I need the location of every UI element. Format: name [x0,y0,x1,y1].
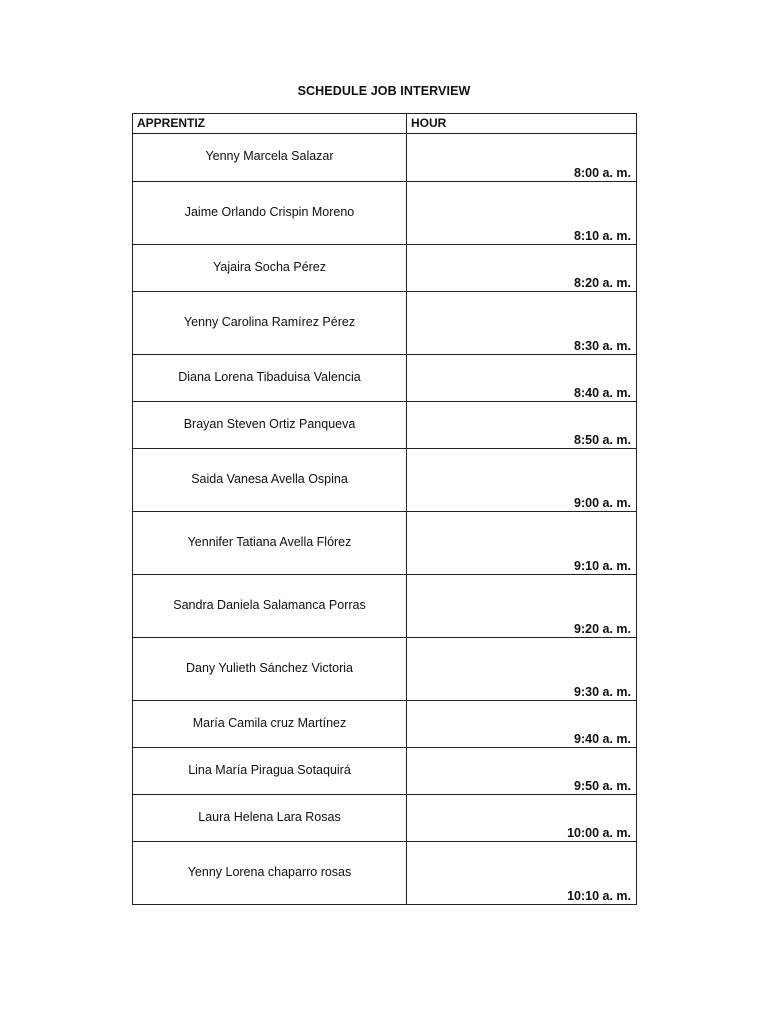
table-row [133,245,637,292]
apprentice-name: Yenny Lorena chaparro rosas [187,865,352,879]
interview-hour: 10:10 a. m. [567,889,631,903]
table-row [133,134,637,182]
apprentice-name: Jaime Orlando Crispin Moreno [184,205,355,219]
apprentice-name: Lina María Piragua Sotaquirá [188,763,351,777]
interview-hour: 8:20 a. m. [574,276,631,290]
table-row [133,292,637,355]
table-row [133,575,637,638]
table-row [133,842,637,905]
interview-hour: 8:30 a. m. [574,339,631,353]
table-row [133,748,637,795]
apprentice-name: Yenny Carolina Ramírez Pérez [183,315,356,329]
interview-hour: 8:00 a. m. [574,166,631,180]
apprentice-name: Diana Lorena Tibaduisa Valencia [178,370,361,384]
apprentice-name: Laura Helena Lara Rosas [198,810,341,824]
header-row [133,114,637,134]
table-row [133,638,637,701]
interview-hour: 8:40 a. m. [574,386,631,400]
apprentice-name: Saida Vanesa Avella Ospina [191,472,348,486]
apprentice-name: María Camila cruz Martínez [192,716,347,730]
apprentice-name: Brayan Steven Ortiz Panqueva [183,417,356,431]
interview-hour: 9:30 a. m. [574,685,631,699]
interview-hour: 9:10 a. m. [574,559,631,573]
apprentice-name: Sandra Daniela Salamanca Porras [173,598,366,612]
apprentice-name: Yenny Marcela Salazar [205,149,334,163]
table-row [133,512,637,575]
interview-hour: 9:40 a. m. [574,732,631,746]
interview-hour: 10:00 a. m. [567,826,631,840]
apprentice-name: Yennifer Tatiana Avella Flórez [187,535,352,549]
table-row [133,402,637,449]
interview-hour: 8:10 a. m. [574,229,631,243]
interview-hour: 9:50 a. m. [574,779,631,793]
table-row [133,449,637,512]
document-title: SCHEDULE JOB INTERVIEW [297,84,471,98]
table-row [133,795,637,842]
interview-hour: 8:50 a. m. [574,433,631,447]
apprentice-name: Dany Yulieth Sánchez Victoria [185,661,353,675]
table-row [133,182,637,245]
schedule-table [132,113,637,905]
table-row [133,701,637,748]
apprentice-name: Yajaira Socha Pérez [212,260,327,274]
interview-hour: 9:20 a. m. [574,622,631,636]
column-header-apprentice: APPRENTIZ [133,114,407,134]
interview-hour: 9:00 a. m. [574,496,631,510]
column-header-hour: HOUR [407,114,637,134]
table-row [133,355,637,402]
